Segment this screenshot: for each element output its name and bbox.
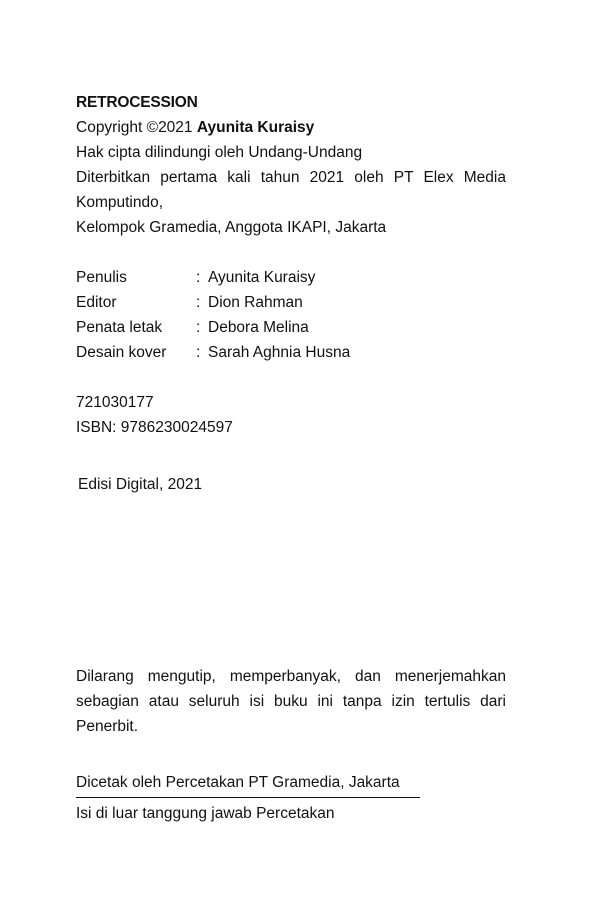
published-line-1: Diterbitkan pertama kali tahun 2021 oleh PT Elex Media — [76, 169, 506, 186]
printer-block — [76, 770, 420, 827]
copyright-author: Ayunita Kuraisy — [196, 119, 315, 136]
credit-row-cover — [76, 340, 506, 365]
credit-value: Debora Melina — [208, 319, 309, 336]
credit-separator: : — [196, 269, 201, 286]
credit-label: Penata letak — [76, 319, 163, 336]
edition-line: Edisi Digital, 2021 — [78, 476, 203, 493]
credit-value: Sarah Aghnia Husna — [208, 344, 351, 361]
notice-line-1: Dilarang mengutip, memperbanyak, dan menerjemahkan — [76, 668, 506, 685]
colophon-block — [76, 90, 506, 440]
published-line-3: Kelompok Gramedia, Anggota IKAPI, Jakarta — [76, 219, 387, 236]
published-line-2: Komputindo, — [76, 194, 164, 211]
credit-value: Dion Rahman — [208, 294, 303, 311]
divider — [76, 797, 420, 798]
credit-value: Ayunita Kuraisy — [208, 269, 316, 286]
printer-line-1: Dicetak oleh Percetakan PT Gramedia, Jakarta — [76, 774, 400, 791]
copyright-prefix: Copyright ©2021 — [76, 119, 193, 136]
rights-line: Hak cipta dilindungi oleh Undang-Undang — [76, 144, 363, 161]
credit-label: Editor — [76, 294, 117, 311]
isbn: ISBN: 9786230024597 — [76, 419, 233, 436]
credits-list — [76, 265, 506, 365]
book-title: RETROCESSION — [76, 94, 198, 111]
copyright-notice — [76, 664, 506, 739]
catalog-code: 721030177 — [76, 394, 154, 411]
credit-row-editor — [76, 290, 506, 315]
credit-separator: : — [196, 294, 201, 311]
credit-row-layout — [76, 315, 506, 340]
notice-line-3: Penerbit. — [76, 718, 139, 735]
credit-label: Desain kover — [76, 344, 167, 361]
credit-label: Penulis — [76, 269, 127, 286]
credit-separator: : — [196, 319, 201, 336]
identifier-block — [76, 390, 506, 440]
credit-row-writer — [76, 265, 506, 290]
notice-line-2: sebagian atau seluruh isi buku ini tanpa izin tertulis dari — [76, 693, 506, 710]
copyright-line — [76, 115, 506, 140]
credit-separator: : — [196, 344, 201, 361]
printer-line-2: Isi di luar tanggung jawab Percetakan — [76, 805, 335, 822]
